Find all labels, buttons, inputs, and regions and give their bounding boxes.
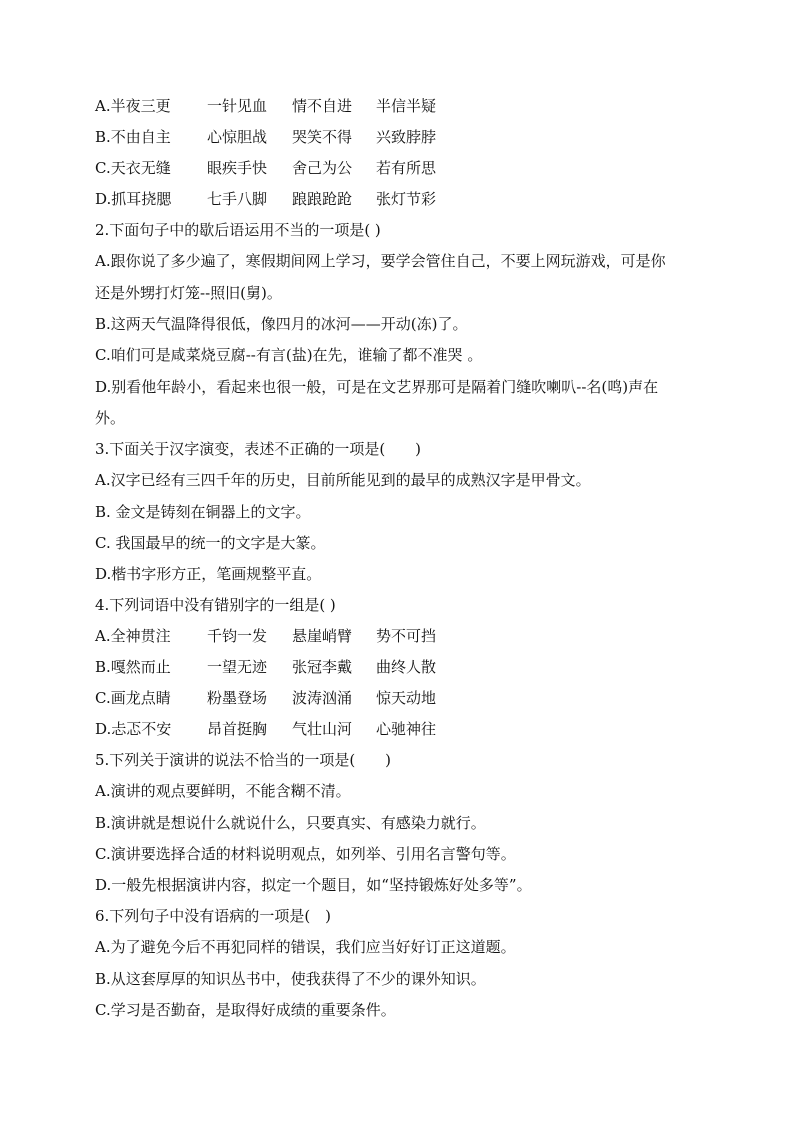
option-label: C.天衣无缝	[95, 159, 171, 177]
option-label: B.不由自主	[95, 128, 171, 146]
word: 心驰神往	[376, 720, 437, 738]
word: 气壮山河	[292, 720, 353, 738]
word: 舍己为公	[292, 159, 353, 177]
q3-option-c: C. 我国最早的统一的文字是大篆。	[95, 534, 326, 552]
option-label: D.忐忑不安	[95, 720, 172, 738]
option-label: A.半夜三更	[95, 97, 171, 115]
q3-option-d: D.楷书字形方正，笔画规整平直。	[95, 565, 322, 583]
word: 一望无迹	[207, 658, 268, 676]
option-label: D.抓耳挠腮	[95, 190, 172, 208]
word: 兴致脖脖	[376, 128, 437, 146]
word: 曲终人散	[376, 658, 437, 676]
q5-stem: 5.下列关于演讲的说法不恰当的一项是( )	[95, 751, 392, 769]
word: 悬崖峭臂	[292, 627, 353, 645]
word: 七手八脚	[207, 190, 268, 208]
word: 张冠李戴	[292, 658, 353, 676]
word: 千钧一发	[207, 627, 268, 645]
q5-option-a: A.演讲的观点要鲜明，不能含糊不清。	[95, 782, 351, 800]
q5-option-b: B.演讲就是想说什么就说什么，只要真实、有感染力就行。	[95, 814, 486, 832]
q2-option-c: C.咱们可是咸菜烧豆腐--有言(盐)在先，谁输了都不准哭 。	[95, 346, 483, 364]
word: 眼疾手快	[207, 159, 268, 177]
q5-option-c: C.演讲要选择合适的材料说明观点，如列举、引用名言警句等。	[95, 845, 516, 863]
q2-option-d-cont: 外。	[95, 409, 126, 427]
q4-stem: 4.下列词语中没有错别字的一组是( )	[95, 596, 336, 614]
word: 粉墨登场	[207, 689, 268, 707]
q2-option-b: B.这两天气温降得很低，像四月的冰河——开动(冻)了。	[95, 315, 468, 333]
option-label: C.画龙点睛	[95, 689, 171, 707]
q6-option-a: A.为了避免今后不再犯同样的错误，我们应当好好订正这道题。	[95, 938, 516, 956]
q5-option-d: D.一般先根据演讲内容，拟定一个题目，如“坚持锻炼好处多等”。	[95, 876, 532, 894]
q3-option-b: B. 金文是铸刻在铜器上的文字。	[95, 503, 311, 521]
word: 张灯节彩	[376, 190, 437, 208]
q6-option-b: B.从这套厚厚的知识丛书中，使我获得了不少的课外知识。	[95, 970, 486, 988]
word: 哭笑不得	[292, 128, 353, 146]
word: 波涛汹涌	[292, 689, 353, 707]
word: 惊天动地	[376, 689, 437, 707]
word: 势不可挡	[376, 627, 437, 645]
q3-option-a: A.汉字已经有三四千年的历史，目前所能见到的最早的成熟汉字是甲骨文。	[95, 471, 591, 489]
q6-stem: 6.下列句子中没有语病的一项是( )	[95, 907, 332, 925]
word: 情不自进	[292, 97, 353, 115]
q2-option-a: A.跟你说了多少遍了，寒假期间网上学习，要学会管住自己，不要上网玩游戏，可是你	[95, 252, 666, 270]
word: 若有所思	[376, 159, 437, 177]
q6-option-c: C.学习是否勤奋，是取得好成绩的重要条件。	[95, 1001, 396, 1019]
word: 踉踉跄跄	[292, 190, 353, 208]
word: 昂首挺胸	[207, 720, 268, 738]
q2-option-d: D.别看他年龄小，看起来也很一般，可是在文艺界那可是隔着门缝吹喇叭--名(鸣)声在	[95, 378, 659, 396]
q3-stem: 3.下面关于汉字演变，表述不正确的一项是( )	[95, 440, 422, 458]
option-label: B.嘎然而止	[95, 658, 171, 676]
word: 半信半疑	[376, 97, 437, 115]
q2-option-a-cont: 还是外甥打灯笼--照旧(舅)。	[95, 284, 282, 302]
q2-stem: 2.下面句子中的歇后语运用不当的一项是( )	[95, 221, 381, 239]
option-label: A.全神贯注	[95, 627, 171, 645]
word: 心惊胆战	[207, 128, 268, 146]
word: 一针见血	[207, 97, 268, 115]
